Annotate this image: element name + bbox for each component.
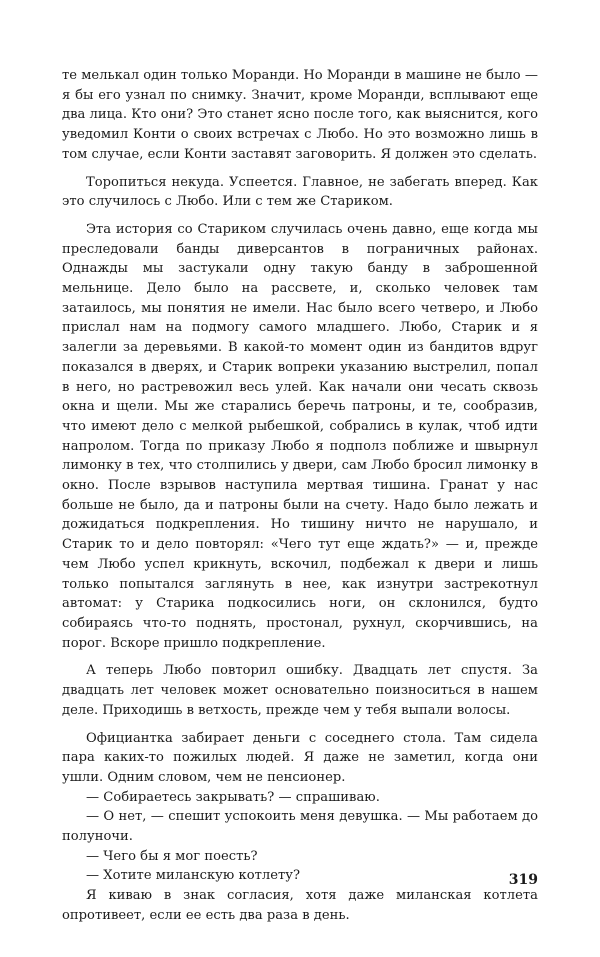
dialogue-line-4: — Хотите миланскую котлету?	[86, 868, 301, 884]
paragraph-2: Торопиться некуда. Успеется. Главное, не забегать вперед. Как это случилось с Любо. Или с тем же Стариком.	[62, 174, 538, 210]
paragraph-5: Официантка забирает деньги с соседнего стола. Там сидела пара каких-то пожилых людей. Я даже не заметил, когда они ушли. Одним словом, чем не пенсионер.	[62, 730, 538, 785]
body-text	[62, 66, 538, 926]
dialogue-line-1: — Собираетесь закрывать? — спрашиваю.	[86, 789, 380, 805]
paragraph-4: А теперь Любо повторил ошибку. Двадцать лет спустя. За двадцать лет человек может основательно поизноситься в нашем деле. Приходишь в ветхость, прежде чем у тебя выпали волосы.	[62, 663, 538, 718]
paragraph-final: Я киваю в знак согласия, хотя даже миланская котлета опротивеет, если ее есть два раза в день.	[62, 888, 538, 923]
dialogue-line-3: — Чего бы я мог поесть?	[86, 848, 258, 864]
page-number: 319	[508, 872, 538, 888]
paragraph-1: те мелькал один только Моранди. Но Моранди в машине не было — я бы его узнал по снимку. Значит, кроме Моранди, всплывают еще два лица. Кто они? Это станет ясно после того, как выяснится, кого уведомил Конти о своих встречах с Любо. Но это возможно лишь в том случае, если Конти заставят заговорить. Я должен это сделать.	[62, 68, 538, 162]
dialogue-line-2: — О нет, — спешит успокоить меня девушка. — Мы работаем до полуночи.	[62, 809, 538, 845]
paragraph-3: Эта история со Стариком случилась очень давно, еще когда мы преследовали банды диверсантов в пограничных районах. Однажды мы застукали одну такую банду в заброшенной мельнице. Дело было на рассвете, и, сколько человек там затаилось, мы понятия не имели. Нас было всего четверо, и Любо прислал нам на подмогу самого младшего. Любо, Старик и я залегли за деревьями. В какой-то момент один из бандитов вдруг показался в дверях, и Старик вопреки указанию выстрелил, попал в него, но растревожил весь улей. Как начали они чесать сквозь окна и щели. Мы же старались беречь патроны, и те, сообразив, что имеют дело с мелкой рыбешкой, собрались в кулак, чтоб идти напролом. Тогда по приказу Любо я подполз поближе и швырнул лимонку в тех, что столпились у двери, сам Любо бросил лимонку в окно. После взрывов наступила мертвая тишина. Гранат у нас больше не было, да и патроны были на счету. Надо было лежать и дожидаться подкрепления. Но тишину ничто не нарушало, и Старик то и дело повторял: «Чего тут еще ждать?» — и, прежде чем Любо успел крикнуть, вскочил, подбежал к двери и лишь только попытался заглянуть в нее, как изнутри застрекотнул автомат: у Старика подкосились ноги, он склонился, будто собираясь что-то поднять, простонал, рухнул, скорчившись, на порог. Вскоре пришло подкрепление.	[62, 221, 538, 651]
